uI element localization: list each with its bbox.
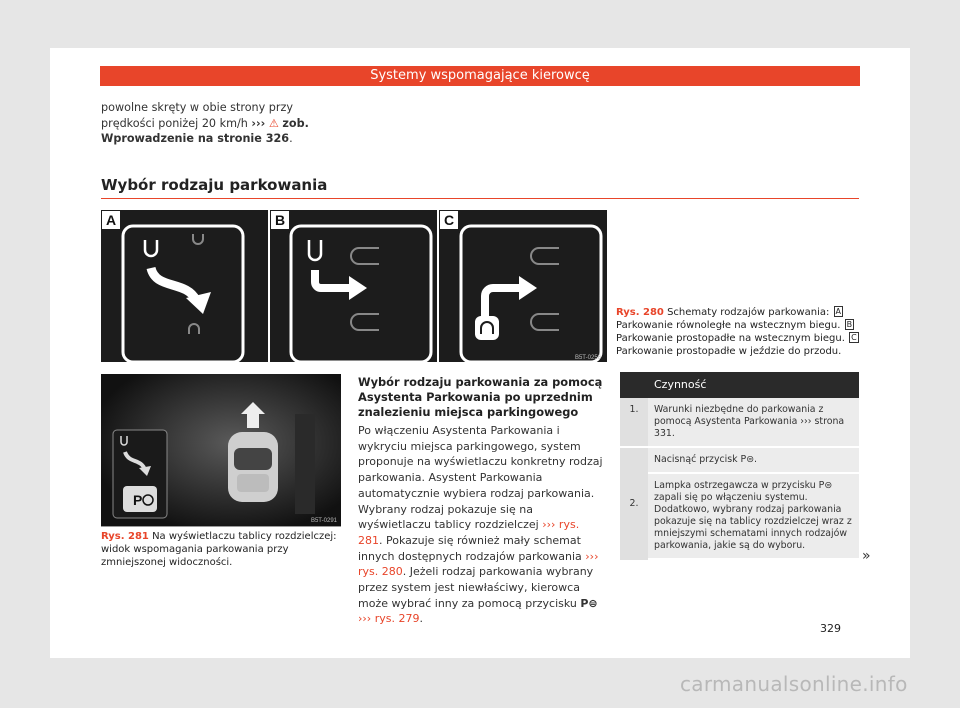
parking-button-icon: P⊜ [580,596,598,610]
table-row [620,448,859,560]
panel-label-a: A [105,212,117,228]
caption-280-number: Rys. 280 [616,307,664,318]
intro-end: . [289,132,293,145]
ref-fig-281[interactable]: ››› rys. 281 [358,518,580,547]
body-paragraph [358,423,603,627]
body-text-2: . Pokazuje się również mały schemat innych dostępnych rodzajów parkowania [358,533,582,563]
table-row [620,398,859,448]
body-text-4: . [419,612,423,626]
intro-text: powolne skręty w obie strony przy prędkości poniżej 20 km/h [101,101,294,130]
figure-280-caption [616,306,860,358]
figure-281-caption [101,530,341,569]
caption-item-c: Parkowanie prostopadłe w jeździe do przodu. [616,346,842,357]
caption-281-divider [101,526,341,527]
ref-fig-280[interactable]: ››› rys. 280 [358,549,599,579]
main-text-column [358,375,603,627]
intro-arrows: ››› [251,116,266,130]
row-text: Lampka ostrzegawcza w przycisku P⊜ zapali się po włączeniu systemu. Dodatkowo, wybrany rodzaj parkowania pokazuje się na tablicy rozdzielczej wraz z mniejszymi schematami innych rodzajów parkowania, jakie są do wyboru. [648,474,859,560]
panel-label-b: B [274,212,286,228]
dashboard-display-illustration [101,374,341,526]
caption-key-a: A [835,307,842,316]
table-header-label: Czynność [654,378,707,391]
svg-text:P: P [133,492,143,508]
section-title: Wybór rodzaju parkowania [101,176,328,194]
body-text-1: Po włączeniu Asystenta Parkowania i wykryciu miejsca parkingowego, system proponuje na wyświetlaczu konkretny rodzaj parkowania. Asystent Parkowania automatycznie wybiera rodzaj parkowania. Wybrany rodzaj pokazuje się na wyświetlaczu tablicy rozdzielczej [358,424,603,532]
caption-280-lead: Schematy rodzajów parkowania: [667,307,830,318]
intro-link[interactable]: zob. Wprowadzenie na stronie 326 [101,116,309,145]
caption-item-b: Parkowanie prostopadłe na wstecznym biegu. [616,333,845,344]
caption-key-b: B [846,320,853,329]
figure-281-code: B5T-0291 [310,518,337,524]
chapter-header: Systemy wspomagające kierowcę [100,66,860,86]
caption-281-text: Na wyświetlaczu tablicy rozdzielczej: widok wspomagania parkowania przy zmniejszonej widoczności. [101,531,337,568]
parking-schematics [101,210,607,362]
steps-table [620,372,859,560]
panel-label-c: C [443,212,455,228]
watermark: carmanualsonline.info [680,672,908,696]
table-header [620,372,859,398]
row-number: 1. [620,398,648,446]
figure-281 [101,374,341,526]
figure-280-code: B5T-0256 [574,355,601,361]
intro-paragraph [101,100,341,147]
row-text: Nacisnąć przycisk P⊜. [648,448,859,474]
caption-item-a: Parkowanie równoległe na wstecznym biegu. [616,320,841,331]
ref-fig-279[interactable]: ››› rys. 279 [358,612,420,626]
page-number: 329 [820,622,841,635]
body-text-3: . Jeżeli rodzaj parkowania wybrany przez system jest niewłaściwy, kierowca może wybrać inny za pomocą przycisku [358,565,594,610]
row-number: 2. [620,448,648,560]
figure-280 [101,210,607,362]
warning-icon: ⚠ [268,116,279,130]
row-text: Warunki niezbędne do parkowania z pomocą Asystenta Parkowania ››› strona 331. [654,404,845,439]
continue-mark: » [862,548,871,564]
caption-281-number: Rys. 281 [101,531,149,542]
section-divider [101,198,859,199]
caption-key-c: C [851,333,857,342]
subsection-title: Wybór rodzaju parkowania za pomocą Asystenta Parkowania po uprzednim znalezieniu miejsca parkingowego [358,375,603,419]
